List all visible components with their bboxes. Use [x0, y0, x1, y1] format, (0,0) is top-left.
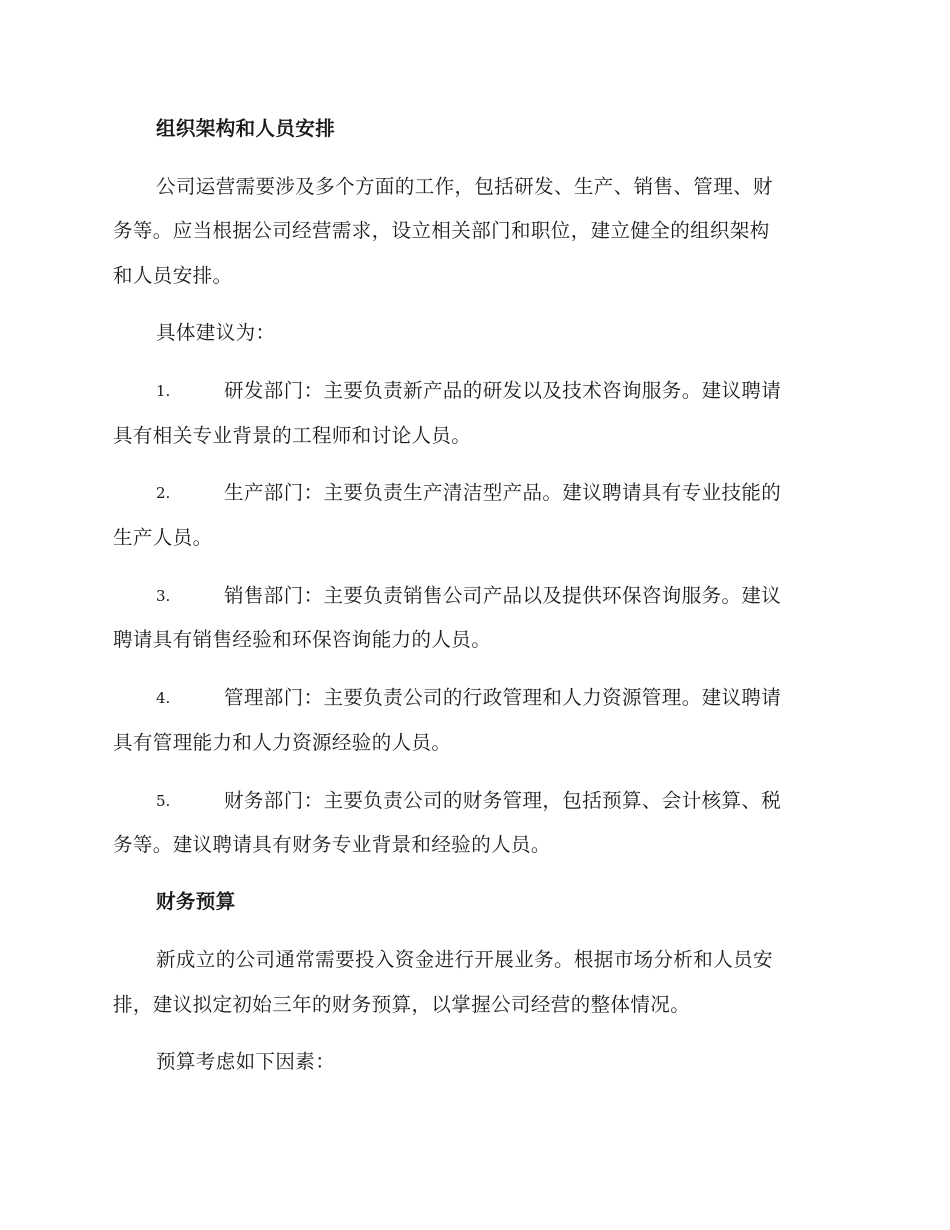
paragraph-line: 新成立的公司通常需要投入资金进行开展业务。根据市场分析和人员安: [156, 948, 773, 971]
section-heading-organization: 组织架构和人员安排: [156, 117, 336, 140]
list-item-text: 财务部门：主要负责公司的财务管理，包括预算、会计核算、税: [224, 789, 782, 812]
list-item-text: 管理部门：主要负责公司的行政管理和人力资源管理。建议聘请: [224, 686, 782, 709]
list-intro: 预算考虑如下因素：: [156, 1050, 336, 1073]
list-item-text: 研发部门：主要负责新产品的研发以及技术咨询服务。建议聘请: [224, 379, 782, 402]
list-item-text: 具有相关专业背景的工程师和讨论人员。: [113, 424, 472, 447]
paragraph-line: 排，建议拟定初始三年的财务预算，以掌握公司经营的整体情况。: [113, 993, 691, 1016]
document-page: [113, 0, 835, 1230]
paragraph-line: 务等。应当根据公司经营需求，设立相关部门和职位，建立健全的组织架构: [113, 219, 770, 242]
section-heading-budget: 财务预算: [156, 890, 236, 913]
list-item-number: 2.: [156, 484, 171, 502]
list-item-number: 1.: [156, 382, 171, 400]
list-item-text: 生产部门：主要负责生产清洁型产品。建议聘请具有专业技能的: [224, 481, 782, 504]
list-item-text: 生产人员。: [113, 526, 213, 549]
list-item-text: 务等。建议聘请具有财务专业背景和经验的人员。: [113, 833, 551, 856]
list-item-number: 4.: [156, 689, 171, 707]
paragraph-line: 公司运营需要涉及多个方面的工作，包括研发、生产、销售、管理、财: [156, 175, 773, 198]
list-item-text: 聘请具有销售经验和环保咨询能力的人员。: [113, 628, 492, 651]
list-item-text: 具有管理能力和人力资源经验的人员。: [113, 731, 452, 754]
list-item-number: 3.: [156, 587, 171, 605]
list-item-text: 销售部门：主要负责销售公司产品以及提供环保咨询服务。建议: [224, 584, 782, 607]
list-item-number: 5.: [156, 792, 171, 810]
list-intro: 具体建议为：: [156, 321, 276, 344]
paragraph-line: 和人员安排。: [113, 264, 233, 287]
